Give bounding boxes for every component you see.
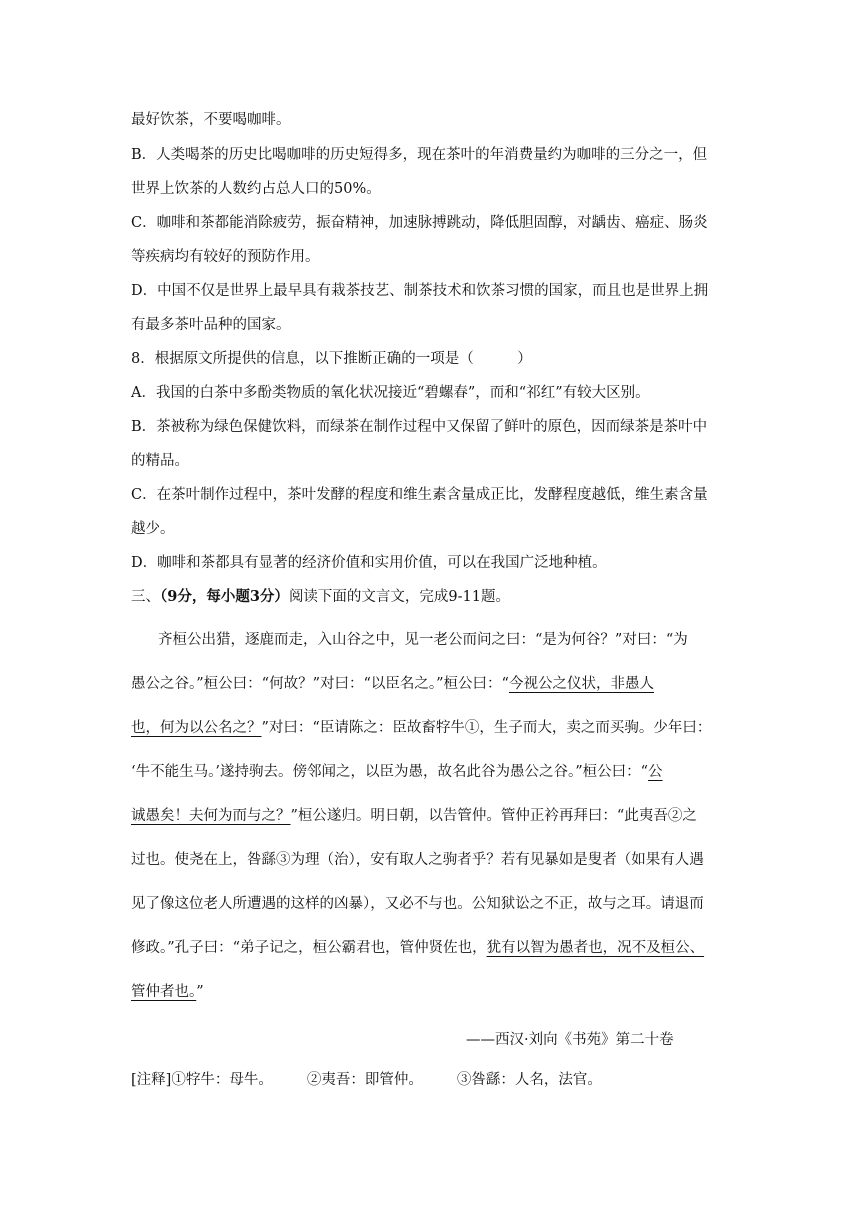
underlined-sentence-1-end: 也，何为以公名之？: [131, 720, 262, 736]
section-number: 三、: [131, 589, 160, 605]
q8-option-c-line2: 越少。: [131, 521, 175, 537]
q7-option-c-line2: 等疾病均有较好的预防作用。: [131, 249, 320, 265]
passage-text: ”桓公遂归。明日朝，以告管仲。管仲正衿再拜曰：“此夷吾②之: [290, 808, 697, 824]
underlined-sentence-3: 犹有以智为愚者也，况不及桓公、: [486, 940, 705, 956]
passage-line-1: 齐桓公出猎，逐鹿而走，入山谷之中，见一老公而问之曰：“是为何谷？”对曰：“为: [158, 632, 688, 648]
q7-option-d-line2: 有最多茶叶品种的国家。: [131, 317, 291, 333]
section-3-heading: [131, 587, 510, 607]
underlined-sentence-2: 公: [648, 764, 663, 780]
question-8-stem: 8．根据原文所提供的信息，以下推断正确的一项是（ ）: [131, 351, 532, 367]
q7-option-b-line2: 世界上饮茶的人数约占总人口的50%。: [131, 181, 381, 197]
underlined-sentence-3-end: 管仲者也。: [131, 984, 197, 1000]
q7-option-d-line1: D．中国不仅是世界上最早具有栽茶技艺、制茶技术和饮茶习惯的国家，而且也是世界上拥: [131, 283, 709, 299]
note-1: ①牸牛：母牛。: [171, 1072, 273, 1088]
q8-option-c-line1: C．在茶叶制作过程中，茶叶发酵的程度和维生素含量成正比，发酵程度越低，维生素含量: [131, 487, 708, 503]
passage-text: ‘牛不能生马。’遂持驹去。傍邻闻之，以臣为愚，故名此谷为愚公之谷。”桓公曰：“: [131, 764, 649, 780]
passage-line-6: 过也。使尧在上，咎繇③为理（治），安有取人之驹者乎？若有见暴如是叟者（如果有人遇: [131, 852, 704, 868]
passage-line-4: [131, 762, 663, 782]
passage-text: 修政。”孔子曰：“弟子记之，桓公霸君也，管仲贤佐也，: [131, 940, 487, 956]
annotation-notes: [131, 1070, 602, 1090]
section-instruction: 阅读下面的文言文，完成9-11题。: [288, 589, 511, 605]
passage-line-9: [131, 982, 204, 1002]
q7-option-b-line1: B．人类喝茶的历史比喝咖啡的历史短得多，现在茶叶的年消费量约为咖啡的三分之一，但: [131, 147, 708, 163]
note-3: ③咎繇：人名，法官。: [456, 1072, 602, 1088]
q8-option-b-line2: 的精品。: [131, 453, 189, 469]
passage-source: ——西汉·刘向《书苑》第二十卷: [466, 1032, 674, 1048]
passage-line-8: [131, 938, 704, 958]
q7-option-continuation: 最好饮茶，不要喝咖啡。: [131, 112, 291, 128]
passage-text: ”对曰：“臣请陈之：臣故畜牸牛①，生子而大，卖之而买驹。少年曰：: [261, 720, 712, 736]
passage-text: 愚公之谷。”桓公曰：“何故？”对曰：“以臣名之。”桓公曰：“: [131, 676, 509, 692]
section-score: （9分，每小题3分）: [160, 588, 289, 605]
passage-line-2: [131, 674, 654, 694]
q8-option-a: A．我国的白茶中多酚类物质的氧化状况接近“碧螺春”，而和“祁红”有较大区别。: [131, 385, 650, 401]
passage-line-7: 见了像这位老人所遭遇的这样的凶暴），又必不与也。公知狱讼之不正，故与之耳。请退而: [131, 896, 704, 912]
q8-option-b-line1: B．茶被称为绿色保健饮料，而绿茶在制作过程中又保留了鲜叶的原色，因而绿茶是茶叶中: [131, 419, 708, 435]
passage-text: ”: [196, 984, 204, 1000]
note-2: ②夷吾：即管仲。: [306, 1072, 423, 1088]
underlined-sentence-1: 今视公之仪状，非愚人: [508, 676, 654, 692]
q8-option-d: D．咖啡和茶都具有显著的经济价值和实用价值，可以在我国广泛地种植。: [131, 555, 607, 571]
notes-label: [注释]: [131, 1072, 172, 1088]
q7-option-c-line1: C．咖啡和茶都能消除疲劳，振奋精神，加速脉搏跳动，降低胆固醇，对龋齿、癌症、肠炎: [131, 215, 708, 231]
passage-line-5: [131, 806, 697, 826]
passage-line-3: [131, 718, 711, 738]
underlined-sentence-2-end: 诚愚矣！夫何为而与之？: [131, 808, 291, 824]
